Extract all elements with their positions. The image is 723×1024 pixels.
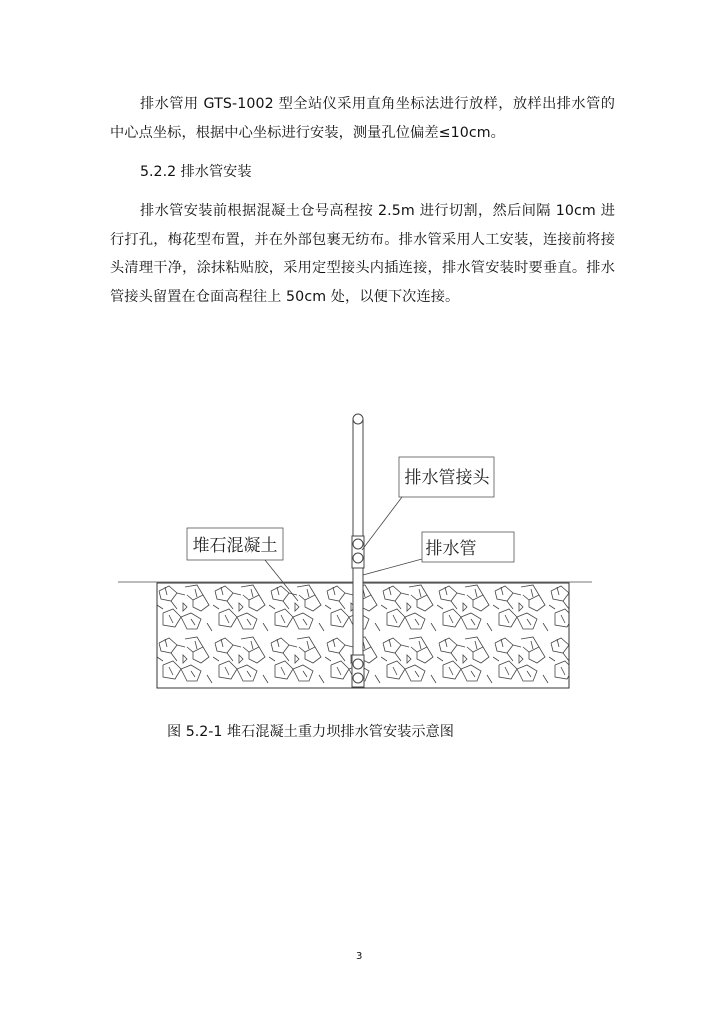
figure-caption: 图 5.2-1 堆石混凝土重力坝排水管安装示意图 xyxy=(167,724,454,740)
label-concrete: 堆石混凝土 xyxy=(192,536,278,556)
label-pipe: 排水管 xyxy=(425,539,477,559)
drain-pipe xyxy=(352,414,364,687)
label-joint: 排水管接头 xyxy=(404,468,490,488)
drain-pipe-diagram xyxy=(110,405,610,705)
paragraph-installation: 排水管安装前根据混凝土仓号高程按 2.5m 进行切割，然后间隔 10cm 进行打孔，梅花型布置，并在外部包裹无纺布。排水管采用人工安装，连接前将接头清理干净，涂抹粘贴胶，采用定型接头内插连接，排水管安装时要垂直。排水管接头留置在仓面高程往上 50cm 处，以便下次连接。 xyxy=(110,203,615,305)
callout-pipe xyxy=(363,532,514,575)
page-number: 3 xyxy=(356,951,363,962)
paragraph-survey: 排水管用 GTS-1002 型全站仪采用直角坐标法进行放样，放样出排水管的中心点坐标，根据中心坐标进行安装，测量孔位偏差≤10cm。 xyxy=(110,96,615,141)
section-heading: 5.2.2 排水管安装 xyxy=(140,164,252,180)
